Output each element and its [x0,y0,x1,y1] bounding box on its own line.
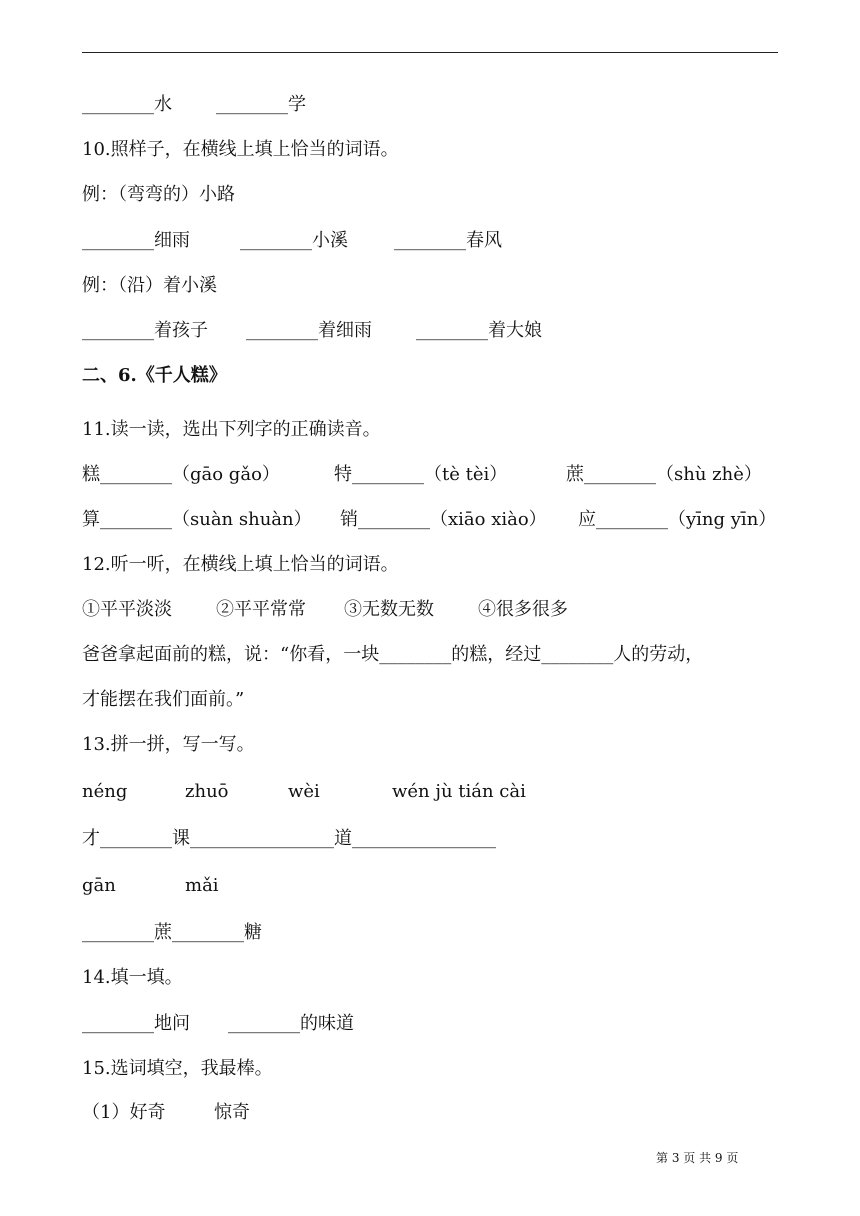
text-segment: ________着孩子 [82,320,208,341]
text-segment: gān [82,875,116,896]
text-segment: 惊奇 [214,1102,250,1123]
text-segment: ②平平常常 [216,599,306,620]
text-segment: ________小溪 [240,230,348,251]
text-segment: 才能摆在我们面前。” [82,689,245,710]
text-segment: ①平平淡淡 [82,599,172,620]
page-footer: 第 3 页 共 9 页 [656,1151,739,1165]
text-segment: 例：（弯弯的）小路 [82,184,235,205]
text-segment: 15.选词填空，我最棒。 [82,1058,273,1079]
text-segment: 爸爸拿起面前的糕，说：“你看，一块________的糕，经过________人的劳动， [82,644,704,665]
text-segment: ④很多很多 [478,599,568,620]
text-segment: （1）好奇 [82,1102,166,1123]
text-segment: 13.拼一拼，写一写。 [82,734,255,755]
text-segment: 蔗________（shù zhè） [566,464,762,485]
text-segment: ________着大娘 [416,320,542,341]
text-segment: 例：（沿）着小溪 [82,275,217,296]
text-segment: ________的味道 [228,1013,354,1034]
header-rule [82,52,778,53]
text-segment: ________学 [216,94,306,115]
text-segment: 才________课________________道________________ [82,828,496,849]
text-segment: 10.照样子，在横线上填上恰当的词语。 [82,139,399,160]
text-segment: 14.填一填。 [82,967,183,988]
text-segment: ________春风 [394,230,502,251]
text-segment: 12.听一听，在横线上填上恰当的词语。 [82,554,399,575]
text-segment: 二、6.《千人糕》 [82,365,227,386]
text-segment: ________蔗________糖 [82,922,262,943]
text-segment: 算________（suàn shuàn） [82,509,312,530]
text-segment: ③无数无数 [344,599,434,620]
text-segment: wén jù tián cài [392,781,526,802]
text-segment: ________地问 [82,1013,190,1034]
text-segment: wèi [288,781,320,802]
text-segment: néng [82,781,128,802]
text-segment: ________细雨 [82,230,190,251]
text-segment: mǎi [185,875,219,896]
text-segment: ________着细雨 [246,320,372,341]
text-segment: 特________（tè tèi） [334,464,508,485]
text-segment: zhuō [185,781,229,802]
text-segment: 销________（xiāo xiào） [340,509,547,530]
text-segment: 糕________（gāo gǎo） [82,464,280,485]
text-segment: 11.读一读，选出下列字的正确读音。 [82,419,381,440]
text-segment: ________水 [82,94,172,115]
text-segment: 应________（yīng yīn） [578,509,777,530]
